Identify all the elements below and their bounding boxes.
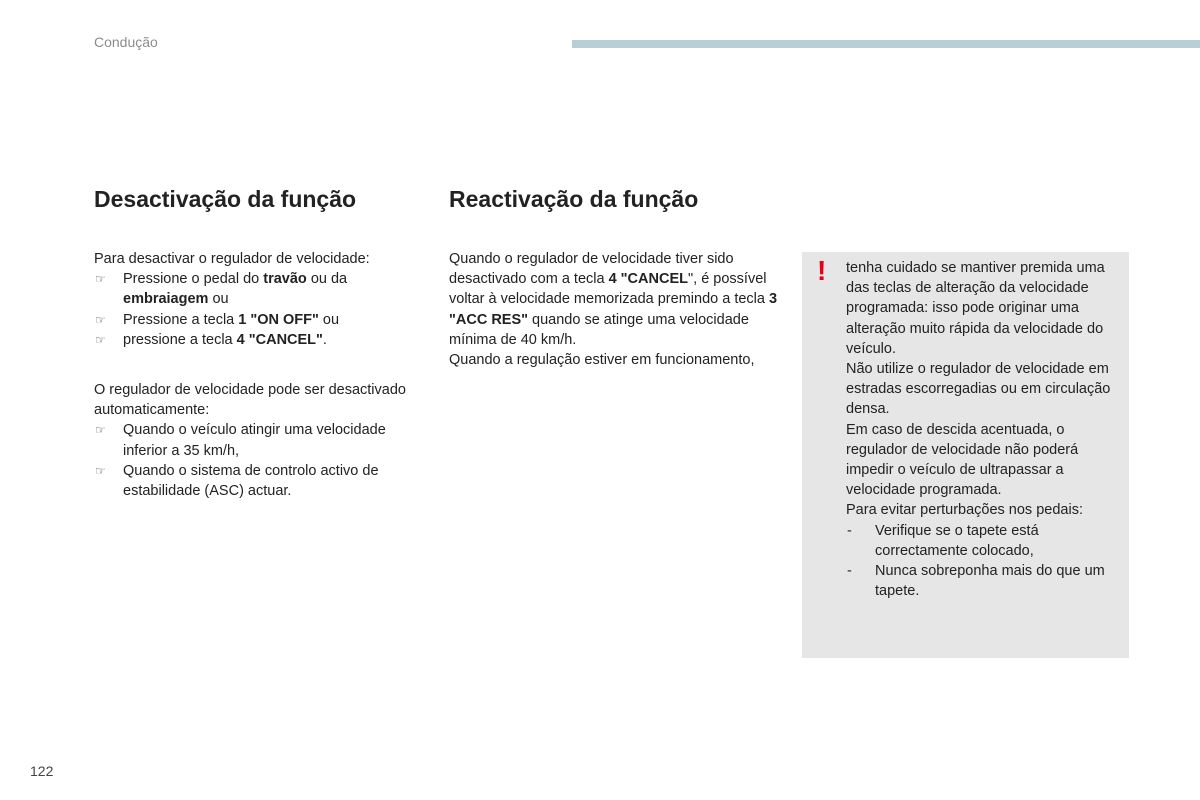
hand-pointer-icon: ☞ — [95, 312, 106, 327]
paragraph-bold: 3 "ACC RES" — [449, 291, 778, 328]
warning-p3: Em caso de descida acentuada, o regulador de velocidade não poderá impedir o veículo de ultrapassar a velocidade programada. — [846, 421, 1079, 499]
list-item — [94, 269, 414, 309]
middle-column — [449, 249, 779, 370]
middle-title: Reactivação da função — [449, 186, 699, 212]
list-item — [94, 420, 412, 460]
hand-pointer-icon: ☞ — [95, 423, 106, 438]
left-auto-section — [94, 380, 412, 501]
warning-p1: tenha cuidado se mantiver premida uma das teclas de alteração da velocidade programada: isso pode originar uma alteração muito rápida da velocidade do veículo. — [846, 260, 1105, 357]
auto-intro: O regulador de velocidade pode ser desactivado automaticamente: — [94, 382, 406, 419]
list-item — [94, 330, 414, 350]
bullet-text: ou — [208, 291, 229, 308]
list-item — [846, 561, 1126, 601]
bullet-text: ou — [318, 311, 340, 328]
paragraph-text: ", é possível voltar à velocidade memorizada premindo a tecla — [449, 271, 769, 308]
bullet-text: pressione a tecla — [123, 331, 237, 348]
list-item — [846, 521, 1126, 561]
list-item — [94, 461, 412, 501]
section-label: Condução — [94, 34, 158, 50]
dash-marker: - — [847, 563, 852, 580]
bullet-text: Pressione o pedal do — [123, 271, 264, 288]
hand-pointer-icon: ☞ — [95, 272, 106, 287]
warning-p4: Para evitar perturbações nos pedais: — [846, 502, 1083, 519]
bullet-text: ou da — [306, 271, 348, 288]
warning-item: Verifique se o tapete está correctamente colocado, — [875, 522, 1039, 559]
left-intro: Para desactivar o regulador de velocidade: — [94, 251, 370, 267]
bullet-text: . — [322, 331, 327, 348]
middle-paragraph — [449, 249, 779, 350]
header-bar — [572, 40, 1200, 48]
bullet-bold: travão — [263, 271, 307, 288]
paragraph-text: quando se atinge uma velocidade mínima de 40 km/h. — [449, 311, 749, 348]
bullet-bold: 1 "ON OFF" — [238, 311, 319, 328]
page-number: 122 — [30, 763, 54, 779]
bullet-bold: 4 "CANCEL" — [236, 331, 323, 348]
warning-item: Nunca sobreponha mais do que um tapete. — [875, 563, 1105, 600]
warning-p2: Não utilize o regulador de velocidade em estradas escorregadias ou em circulação densa. — [846, 361, 1111, 418]
bullet-text: Quando o veículo atingir uma velocidade inferior a 35 km/h, — [123, 422, 386, 459]
paragraph-bold: 4 "CANCEL — [608, 271, 688, 288]
left-column — [94, 249, 414, 350]
bullet-text: Quando o sistema de controlo activo de estabilidade (ASC) actuar. — [123, 462, 379, 500]
middle-paragraph-2: Quando a regulação estiver em funcionamento, — [449, 352, 755, 369]
bullet-text: Pressione a tecla — [123, 311, 239, 328]
paragraph-text: Quando o regulador de velocidade tiver sido desactivado com a tecla — [449, 251, 734, 288]
warning-text — [846, 258, 1126, 601]
hand-pointer-icon: ☞ — [95, 332, 106, 347]
left-title: Desactivação da função — [94, 186, 357, 212]
dash-marker: - — [847, 522, 852, 539]
hand-pointer-icon: ☞ — [95, 463, 106, 478]
exclamation-icon: ! — [817, 255, 827, 286]
bullet-bold: embraiagem — [123, 291, 209, 308]
list-item — [94, 310, 414, 330]
